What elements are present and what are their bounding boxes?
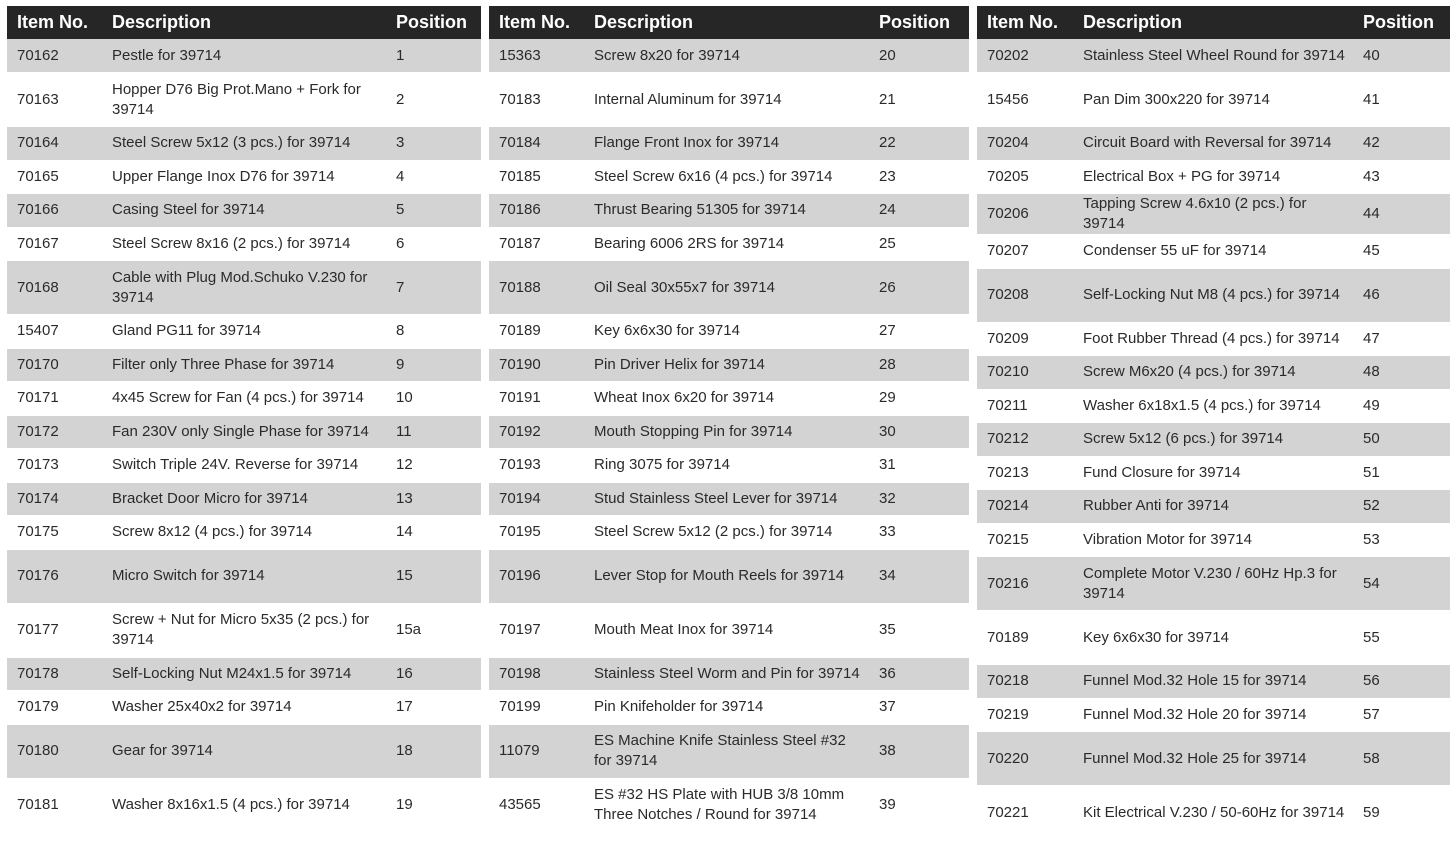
- item-no-cell: 70215: [977, 523, 1073, 557]
- description-cell: Key 6x6x30 for 39714: [584, 315, 869, 349]
- position-cell: 3: [386, 127, 481, 161]
- item-no-cell: 70177: [7, 603, 102, 657]
- table-row: [489, 261, 969, 315]
- table-row: [489, 657, 969, 691]
- table-row: [7, 778, 481, 832]
- description-cell: Pin Knifeholder for 39714: [584, 691, 869, 725]
- header-position: Position: [1363, 12, 1434, 32]
- item-no-cell: 70190: [489, 348, 584, 382]
- description-cell: Foot Rubber Thread (4 pcs.) for 39714: [1073, 322, 1353, 356]
- description-cell: Upper Flange Inox D76 for 39714: [102, 160, 386, 194]
- table-row: [977, 665, 1450, 699]
- position-cell: 13: [386, 482, 481, 516]
- position-cell: 37: [869, 691, 969, 725]
- table-row: [489, 127, 969, 161]
- position-cell: 21: [869, 73, 969, 127]
- description-cell: Self-Locking Nut M8 (4 pcs.) for 39714: [1073, 268, 1353, 322]
- item-no-cell: 70174: [7, 482, 102, 516]
- position-cell: 17: [386, 691, 481, 725]
- description-cell: Cable with Plug Mod.Schuko V.230 for 39714: [102, 261, 386, 315]
- item-no-cell: 70189: [977, 611, 1073, 665]
- table-row: [7, 315, 481, 349]
- table-row: [977, 322, 1450, 356]
- item-no-cell: 70179: [7, 691, 102, 725]
- item-no-cell: 11079: [489, 724, 584, 778]
- item-no-cell: 70188: [489, 261, 584, 315]
- header-item-no: Item No.: [499, 12, 571, 32]
- table-row: [977, 194, 1450, 235]
- item-no-cell: 70195: [489, 516, 584, 550]
- position-cell: 10: [386, 382, 481, 416]
- item-no-cell: 70164: [7, 127, 102, 161]
- table-row: [7, 415, 481, 449]
- position-cell: 48: [1353, 356, 1450, 390]
- item-no-cell: 70216: [977, 557, 1073, 611]
- item-no-cell: 70218: [977, 665, 1073, 699]
- description-cell: Circuit Board with Reversal for 39714: [1073, 127, 1353, 161]
- description-cell: Internal Aluminum for 39714: [584, 73, 869, 127]
- description-cell: Gear for 39714: [102, 724, 386, 778]
- description-cell: Screw 5x12 (6 pcs.) for 39714: [1073, 423, 1353, 457]
- parts-table-panel-3: [977, 6, 1450, 840]
- position-cell: 44: [1353, 194, 1450, 235]
- position-cell: 36: [869, 657, 969, 691]
- description-cell: Screw M6x20 (4 pcs.) for 39714: [1073, 356, 1353, 390]
- position-cell: 45: [1353, 235, 1450, 269]
- table-row: [489, 227, 969, 261]
- description-cell: Lever Stop for Mouth Reels for 39714: [584, 549, 869, 603]
- table-row: [489, 315, 969, 349]
- description-cell: Screw 8x12 (4 pcs.) for 39714: [102, 516, 386, 550]
- item-no-cell: 70176: [7, 549, 102, 603]
- parts-table: [489, 6, 969, 833]
- table-row: [7, 73, 481, 127]
- table-row: [977, 268, 1450, 322]
- description-cell: Screw 8x20 for 39714: [584, 39, 869, 73]
- table-row: [977, 127, 1450, 161]
- item-no-cell: 15407: [7, 315, 102, 349]
- position-cell: 15: [386, 549, 481, 603]
- table-row: [7, 549, 481, 603]
- table-row: [7, 516, 481, 550]
- table-row: [977, 786, 1450, 840]
- description-cell: Screw + Nut for Micro 5x35 (2 pcs.) for 39714: [102, 603, 386, 657]
- position-cell: 58: [1353, 732, 1450, 786]
- table-row: [977, 698, 1450, 732]
- table-header-row: [977, 6, 1450, 39]
- item-no-cell: 70186: [489, 194, 584, 228]
- table-row: [977, 389, 1450, 423]
- table-row: [7, 39, 481, 73]
- description-cell: Self-Locking Nut M24x1.5 for 39714: [102, 657, 386, 691]
- item-no-cell: 70187: [489, 227, 584, 261]
- table-row: [7, 127, 481, 161]
- description-cell: Funnel Mod.32 Hole 20 for 39714: [1073, 698, 1353, 732]
- item-no-cell: 70192: [489, 415, 584, 449]
- item-no-cell: 70209: [977, 322, 1073, 356]
- position-cell: 46: [1353, 268, 1450, 322]
- position-cell: 51: [1353, 456, 1450, 490]
- item-no-cell: 70167: [7, 227, 102, 261]
- position-cell: 32: [869, 482, 969, 516]
- position-cell: 11: [386, 415, 481, 449]
- table-row: [7, 382, 481, 416]
- parts-table: [977, 6, 1450, 840]
- description-cell: Flange Front Inox for 39714: [584, 127, 869, 161]
- table-row: [7, 691, 481, 725]
- position-cell: 31: [869, 449, 969, 483]
- position-cell: 9: [386, 348, 481, 382]
- description-cell: Washer 25x40x2 for 39714: [102, 691, 386, 725]
- position-cell: 50: [1353, 423, 1450, 457]
- position-cell: 25: [869, 227, 969, 261]
- table-row: [7, 194, 481, 228]
- item-no-cell: 70183: [489, 73, 584, 127]
- position-cell: 55: [1353, 611, 1450, 665]
- position-cell: 18: [386, 724, 481, 778]
- description-cell: Mouth Stopping Pin for 39714: [584, 415, 869, 449]
- item-no-cell: 70212: [977, 423, 1073, 457]
- table-row: [977, 490, 1450, 524]
- description-cell: Steel Screw 8x16 (2 pcs.) for 39714: [102, 227, 386, 261]
- table-header-row: [489, 6, 969, 39]
- description-cell: Washer 8x16x1.5 (4 pcs.) for 39714: [102, 778, 386, 832]
- description-cell: 4x45 Screw for Fan (4 pcs.) for 39714: [102, 382, 386, 416]
- description-cell: Electrical Box + PG for 39714: [1073, 160, 1353, 194]
- description-cell: Hopper D76 Big Prot.Mano + Fork for 39714: [102, 73, 386, 127]
- description-cell: Thrust Bearing 51305 for 39714: [584, 194, 869, 228]
- table-row: [7, 724, 481, 778]
- table-row: [7, 348, 481, 382]
- position-cell: 47: [1353, 322, 1450, 356]
- item-no-cell: 70219: [977, 698, 1073, 732]
- parts-table-panel-1: [7, 6, 481, 833]
- item-no-cell: 70207: [977, 235, 1073, 269]
- header-description: Description: [594, 12, 694, 32]
- table-row: [977, 356, 1450, 390]
- position-cell: 12: [386, 449, 481, 483]
- description-cell: Stud Stainless Steel Lever for 39714: [584, 482, 869, 516]
- item-no-cell: 43565: [489, 778, 584, 832]
- item-no-cell: 15363: [489, 39, 584, 73]
- position-cell: 14: [386, 516, 481, 550]
- table-row: [7, 160, 481, 194]
- position-cell: 4: [386, 160, 481, 194]
- position-cell: 8: [386, 315, 481, 349]
- item-no-cell: 70198: [489, 657, 584, 691]
- position-cell: 2: [386, 73, 481, 127]
- position-cell: 29: [869, 382, 969, 416]
- item-no-cell: 70189: [489, 315, 584, 349]
- item-no-cell: 70193: [489, 449, 584, 483]
- description-cell: Stainless Steel Worm and Pin for 39714: [584, 657, 869, 691]
- description-cell: Bearing 6006 2RS for 39714: [584, 227, 869, 261]
- description-cell: Steel Screw 5x12 (3 pcs.) for 39714: [102, 127, 386, 161]
- item-no-cell: 70185: [489, 160, 584, 194]
- position-cell: 35: [869, 603, 969, 657]
- header-item-no: Item No.: [17, 12, 89, 32]
- table-row: [977, 611, 1450, 665]
- description-cell: Pin Driver Helix for 39714: [584, 348, 869, 382]
- description-cell: Filter only Three Phase for 39714: [102, 348, 386, 382]
- description-cell: Kit Electrical V.230 / 50-60Hz for 39714: [1073, 786, 1353, 840]
- position-cell: 30: [869, 415, 969, 449]
- item-no-cell: 70173: [7, 449, 102, 483]
- table-row: [489, 603, 969, 657]
- item-no-cell: 70191: [489, 382, 584, 416]
- item-no-cell: 70166: [7, 194, 102, 228]
- table-row: [489, 449, 969, 483]
- table-row: [489, 382, 969, 416]
- position-cell: 20: [869, 39, 969, 73]
- position-cell: 40: [1353, 39, 1450, 73]
- table-row: [489, 516, 969, 550]
- item-no-cell: 70172: [7, 415, 102, 449]
- position-cell: 19: [386, 778, 481, 832]
- item-no-cell: 70168: [7, 261, 102, 315]
- description-cell: Gland PG11 for 39714: [102, 315, 386, 349]
- position-cell: 33: [869, 516, 969, 550]
- header-description: Description: [112, 12, 212, 32]
- description-cell: Micro Switch for 39714: [102, 549, 386, 603]
- table-row: [977, 39, 1450, 73]
- position-cell: 26: [869, 261, 969, 315]
- item-no-cell: 70199: [489, 691, 584, 725]
- item-no-cell: 70205: [977, 160, 1073, 194]
- table-row: [977, 523, 1450, 557]
- description-cell: Mouth Meat Inox for 39714: [584, 603, 869, 657]
- item-no-cell: 70184: [489, 127, 584, 161]
- header-description: Description: [1083, 12, 1183, 32]
- description-cell: Steel Screw 5x12 (2 pcs.) for 39714: [584, 516, 869, 550]
- position-cell: 54: [1353, 557, 1450, 611]
- table-row: [7, 657, 481, 691]
- position-cell: 42: [1353, 127, 1450, 161]
- description-cell: Key 6x6x30 for 39714: [1073, 611, 1353, 665]
- table-row: [489, 348, 969, 382]
- item-no-cell: 70214: [977, 490, 1073, 524]
- table-row: [489, 549, 969, 603]
- table-row: [7, 261, 481, 315]
- position-cell: 6: [386, 227, 481, 261]
- table-row: [977, 73, 1450, 127]
- table-row: [489, 724, 969, 778]
- position-cell: 52: [1353, 490, 1450, 524]
- table-row: [489, 73, 969, 127]
- position-cell: 34: [869, 549, 969, 603]
- header-item-no: Item No.: [987, 12, 1059, 32]
- description-cell: Steel Screw 6x16 (4 pcs.) for 39714: [584, 160, 869, 194]
- description-cell: Vibration Motor for 39714: [1073, 523, 1353, 557]
- table-header-row: [7, 6, 481, 39]
- table-row: [977, 456, 1450, 490]
- position-cell: 49: [1353, 389, 1450, 423]
- position-cell: 23: [869, 160, 969, 194]
- position-cell: 7: [386, 261, 481, 315]
- position-cell: 56: [1353, 665, 1450, 699]
- position-cell: 22: [869, 127, 969, 161]
- item-no-cell: 70165: [7, 160, 102, 194]
- parts-table: [7, 6, 481, 833]
- description-cell: Wheat Inox 6x20 for 39714: [584, 382, 869, 416]
- position-cell: 39: [869, 778, 969, 832]
- parts-table-panel-2: [489, 6, 969, 833]
- table-row: [7, 449, 481, 483]
- description-cell: Funnel Mod.32 Hole 15 for 39714: [1073, 665, 1353, 699]
- description-cell: Pan Dim 300x220 for 39714: [1073, 73, 1353, 127]
- position-cell: 38: [869, 724, 969, 778]
- item-no-cell: 70220: [977, 732, 1073, 786]
- table-row: [489, 691, 969, 725]
- item-no-cell: 70197: [489, 603, 584, 657]
- table-row: [977, 732, 1450, 786]
- description-cell: ES Machine Knife Stainless Steel #32 for 39714: [584, 724, 869, 778]
- description-cell: Funnel Mod.32 Hole 25 for 39714: [1073, 732, 1353, 786]
- item-no-cell: 70204: [977, 127, 1073, 161]
- description-cell: Condenser 55 uF for 39714: [1073, 235, 1353, 269]
- header-position: Position: [879, 12, 950, 32]
- description-cell: Stainless Steel Wheel Round for 39714: [1073, 39, 1353, 73]
- position-cell: 57: [1353, 698, 1450, 732]
- position-cell: 59: [1353, 786, 1450, 840]
- position-cell: 24: [869, 194, 969, 228]
- item-no-cell: 70202: [977, 39, 1073, 73]
- description-cell: Bracket Door Micro for 39714: [102, 482, 386, 516]
- table-row: [489, 482, 969, 516]
- item-no-cell: 70211: [977, 389, 1073, 423]
- position-cell: 15a: [386, 603, 481, 657]
- item-no-cell: 70178: [7, 657, 102, 691]
- item-no-cell: 70181: [7, 778, 102, 832]
- description-cell: Rubber Anti for 39714: [1073, 490, 1353, 524]
- header-position: Position: [396, 12, 467, 32]
- item-no-cell: 70196: [489, 549, 584, 603]
- item-no-cell: 70213: [977, 456, 1073, 490]
- description-cell: Ring 3075 for 39714: [584, 449, 869, 483]
- table-row: [489, 778, 969, 832]
- table-row: [489, 194, 969, 228]
- table-row: [977, 235, 1450, 269]
- table-row: [977, 423, 1450, 457]
- item-no-cell: 70221: [977, 786, 1073, 840]
- position-cell: 1: [386, 39, 481, 73]
- position-cell: 16: [386, 657, 481, 691]
- item-no-cell: 70170: [7, 348, 102, 382]
- description-cell: Fan 230V only Single Phase for 39714: [102, 415, 386, 449]
- item-no-cell: 70206: [977, 194, 1073, 235]
- description-cell: ES #32 HS Plate with HUB 3/8 10mm Three Notches / Round for 39714: [584, 778, 869, 832]
- item-no-cell: 70175: [7, 516, 102, 550]
- item-no-cell: 70210: [977, 356, 1073, 390]
- item-no-cell: 70162: [7, 39, 102, 73]
- description-cell: Pestle for 39714: [102, 39, 386, 73]
- table-row: [7, 482, 481, 516]
- table-row: [489, 160, 969, 194]
- position-cell: 28: [869, 348, 969, 382]
- item-no-cell: 70163: [7, 73, 102, 127]
- table-row: [7, 227, 481, 261]
- description-cell: Complete Motor V.230 / 60Hz Hp.3 for 39714: [1073, 557, 1353, 611]
- position-cell: 27: [869, 315, 969, 349]
- item-no-cell: 15456: [977, 73, 1073, 127]
- description-cell: Washer 6x18x1.5 (4 pcs.) for 39714: [1073, 389, 1353, 423]
- item-no-cell: 70208: [977, 268, 1073, 322]
- position-cell: 5: [386, 194, 481, 228]
- description-cell: Fund Closure for 39714: [1073, 456, 1353, 490]
- position-cell: 53: [1353, 523, 1450, 557]
- description-cell: Oil Seal 30x55x7 for 39714: [584, 261, 869, 315]
- description-cell: Tapping Screw 4.6x10 (2 pcs.) for 39714: [1073, 194, 1353, 235]
- item-no-cell: 70171: [7, 382, 102, 416]
- description-cell: Casing Steel for 39714: [102, 194, 386, 228]
- item-no-cell: 70180: [7, 724, 102, 778]
- table-row: [7, 603, 481, 657]
- description-cell: Switch Triple 24V. Reverse for 39714: [102, 449, 386, 483]
- table-row: [977, 557, 1450, 611]
- item-no-cell: 70194: [489, 482, 584, 516]
- table-row: [489, 39, 969, 73]
- table-row: [489, 415, 969, 449]
- position-cell: 43: [1353, 160, 1450, 194]
- table-row: [977, 160, 1450, 194]
- position-cell: 41: [1353, 73, 1450, 127]
